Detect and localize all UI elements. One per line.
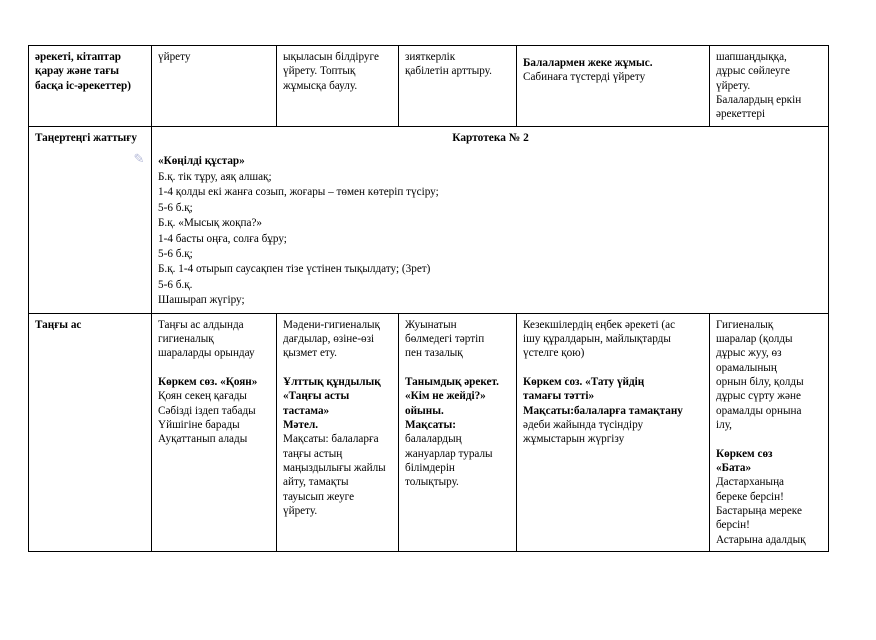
cell-spacer — [283, 361, 393, 375]
stamp-mark: ✎ — [133, 150, 145, 166]
cell-breakfast-label — [29, 313, 152, 551]
cell-text: үйрету — [158, 51, 191, 63]
cell-text: Дастарханыңа — [716, 476, 785, 489]
cell-text: шапшаңдыққа, — [716, 51, 787, 63]
cell-text: ойыны. — [405, 404, 444, 417]
cell-text: шаралар (қолды — [716, 333, 793, 346]
cell-text: дұрыс сөйлеуге — [716, 65, 790, 78]
cell-text: қызмет ету. — [283, 347, 337, 360]
card-line: 1-4 қолды екі жанға созып, жоғары – төмен көтеріп түсіру; — [158, 186, 439, 199]
cell-text: балалардың — [405, 433, 462, 446]
cell-text: гигиеналық — [158, 333, 214, 346]
cell-individual-work — [517, 46, 710, 127]
cell-text: ішу құралдарын, майлықтарды — [523, 333, 671, 346]
cell-spacer — [158, 361, 271, 375]
card-line: Б.қ. тік тұру, аяқ алшақ; — [158, 170, 272, 183]
cell-text: әрекеті, кітаптар — [35, 51, 122, 63]
cell-text: «Таңғы асты — [283, 390, 350, 403]
cell-text: басқа іс-әрекеттер) — [35, 79, 131, 92]
cell-spacer — [716, 432, 823, 446]
cell-text: үйрету. — [716, 79, 751, 92]
cell-text: Көркем соз. «Тату үйдің — [523, 376, 645, 389]
cell-text: тауысып жеуге — [283, 490, 355, 503]
cell-text: Мәтел. — [283, 419, 319, 432]
table-row — [29, 126, 829, 313]
cell-text: Мақсаты: балаларға — [283, 433, 379, 446]
cell-text: жұмысқа баулу. — [283, 79, 358, 92]
cell-duty-work — [517, 313, 710, 551]
cell-washroom-order — [399, 313, 517, 551]
table-row — [29, 46, 829, 127]
cell-text: дағдылар, өзіне-өзі — [283, 333, 375, 346]
card-line: 5-6 б.қ; — [158, 247, 193, 260]
cell-text: шараларды орындау — [158, 347, 255, 360]
card-line: Б.қ. 1-4 отырып саусақпен тізе үстінен тықылдату; (3рет) — [158, 263, 431, 276]
cell-spacer — [405, 361, 511, 375]
cell-teach — [152, 46, 277, 127]
cell-spacer — [523, 361, 704, 375]
cell-text: Қоян секең қағады — [158, 390, 247, 403]
cell-text: Ауқаттанып алады — [158, 433, 248, 446]
cell-hygiene-measures — [710, 313, 829, 551]
cell-text: дұрыс сүрту және — [716, 390, 801, 403]
cell-text: маңыздылығы жайлы — [283, 462, 386, 475]
planning-table — [28, 45, 829, 552]
cell-text: тастама» — [283, 404, 330, 417]
cell-text: Көркем сөз — [716, 447, 773, 460]
table-row — [29, 313, 829, 551]
cell-text: Сабинаға түстерді үйрету — [523, 71, 646, 84]
cell-text: «Бата» — [716, 462, 752, 475]
cell-text: жұмыстарын жүргізу — [523, 433, 625, 446]
cell-text: қарау және тағы — [35, 65, 120, 78]
card-line: Шашырап жүгіру; — [158, 294, 245, 307]
cell-text: тамағы тәтті» — [523, 390, 595, 403]
cell-text: Мәдени-гигиеналық — [283, 318, 380, 331]
cell-text: Танымдық әрекет. — [405, 376, 499, 389]
cell-text: үйрету. Топтық — [283, 65, 356, 78]
cell-text: Бастарыңа мереке — [716, 505, 802, 518]
cell-text: Мақсаты:балаларға тамақтану — [523, 404, 683, 417]
cell-interest — [277, 46, 399, 127]
cell-text: ықыласын білдіруге — [283, 51, 379, 63]
cell-text: білімдерін — [405, 462, 455, 475]
card-line: 1-4 басты оңға, солға бұру; — [158, 232, 287, 245]
cell-free-activity — [710, 46, 829, 127]
cell-text: орнын білу, қолды — [716, 376, 804, 389]
cell-text: Кезекшілердің еңбек әрекеті (ас — [523, 318, 676, 331]
cell-text: Гигиеналық — [716, 318, 774, 331]
cell-text: ілу, — [716, 419, 732, 432]
cell-text: Мақсаты: — [405, 419, 456, 432]
card-line: Б.қ. «Мысық жоқпа?» — [158, 217, 263, 230]
cell-text: қабілетін арттыру. — [405, 65, 492, 78]
cell-text: берсін! — [716, 519, 750, 532]
card-line: 5-6 б.қ. — [158, 278, 193, 291]
cell-text: Үйшігіне барады — [158, 419, 240, 432]
cell-text: орамалды орнына — [716, 404, 802, 417]
cell-text: әдеби жайында түсіндіру — [523, 419, 644, 432]
cell-text: айту, тамақты — [283, 476, 349, 489]
card-line: 5-6 б.қ; — [158, 201, 193, 214]
cell-text: Балалармен жеке жұмыс. — [523, 57, 653, 69]
cell-text: үстелге қою) — [523, 347, 585, 360]
card-line: «Көңілді құстар» — [158, 155, 245, 168]
cell-text: әрекеттері — [716, 108, 766, 121]
cell-text: береке берсін! — [716, 490, 784, 503]
cell-text: таңғы астың — [283, 447, 343, 460]
cell-text: Көркем сөз. «Қоян» — [158, 376, 258, 389]
cell-text: үйрету. — [283, 505, 318, 518]
cell-breakfast-hygiene — [152, 313, 277, 551]
cell-text: толықтыру. — [405, 476, 459, 489]
cell-exercise-card — [152, 126, 829, 313]
cell-text: орамалының — [716, 361, 777, 374]
cell-text: пен тазалық — [405, 347, 463, 360]
cell-text: Таңғы ас — [35, 318, 82, 331]
cell-text: Астарына адалдық — [716, 533, 806, 546]
cell-intellect — [399, 46, 517, 127]
cell-text: дұрыс жуу, өз — [716, 347, 782, 360]
cell-text: зияткерлік — [405, 51, 456, 63]
cell-text: Таңертеңгі жаттығу — [35, 131, 137, 144]
cell-text: Балалардың еркін — [716, 93, 802, 106]
cell-text: Таңғы ас алдында — [158, 318, 244, 331]
cell-cultural-hygiene — [277, 313, 399, 551]
cell-text: Сәбізді іздеп табады — [158, 404, 256, 417]
cell-text: бөлмедегі тәртіп — [405, 333, 485, 346]
cell-text: «Кім не жейді?» — [405, 390, 486, 403]
card-title: Картотека № 2 — [452, 131, 529, 144]
cell-text: Жуынатын — [405, 318, 457, 331]
cell-text: Ұлттық құндылық — [283, 376, 381, 389]
cell-text: жануарлар туралы — [405, 447, 493, 460]
